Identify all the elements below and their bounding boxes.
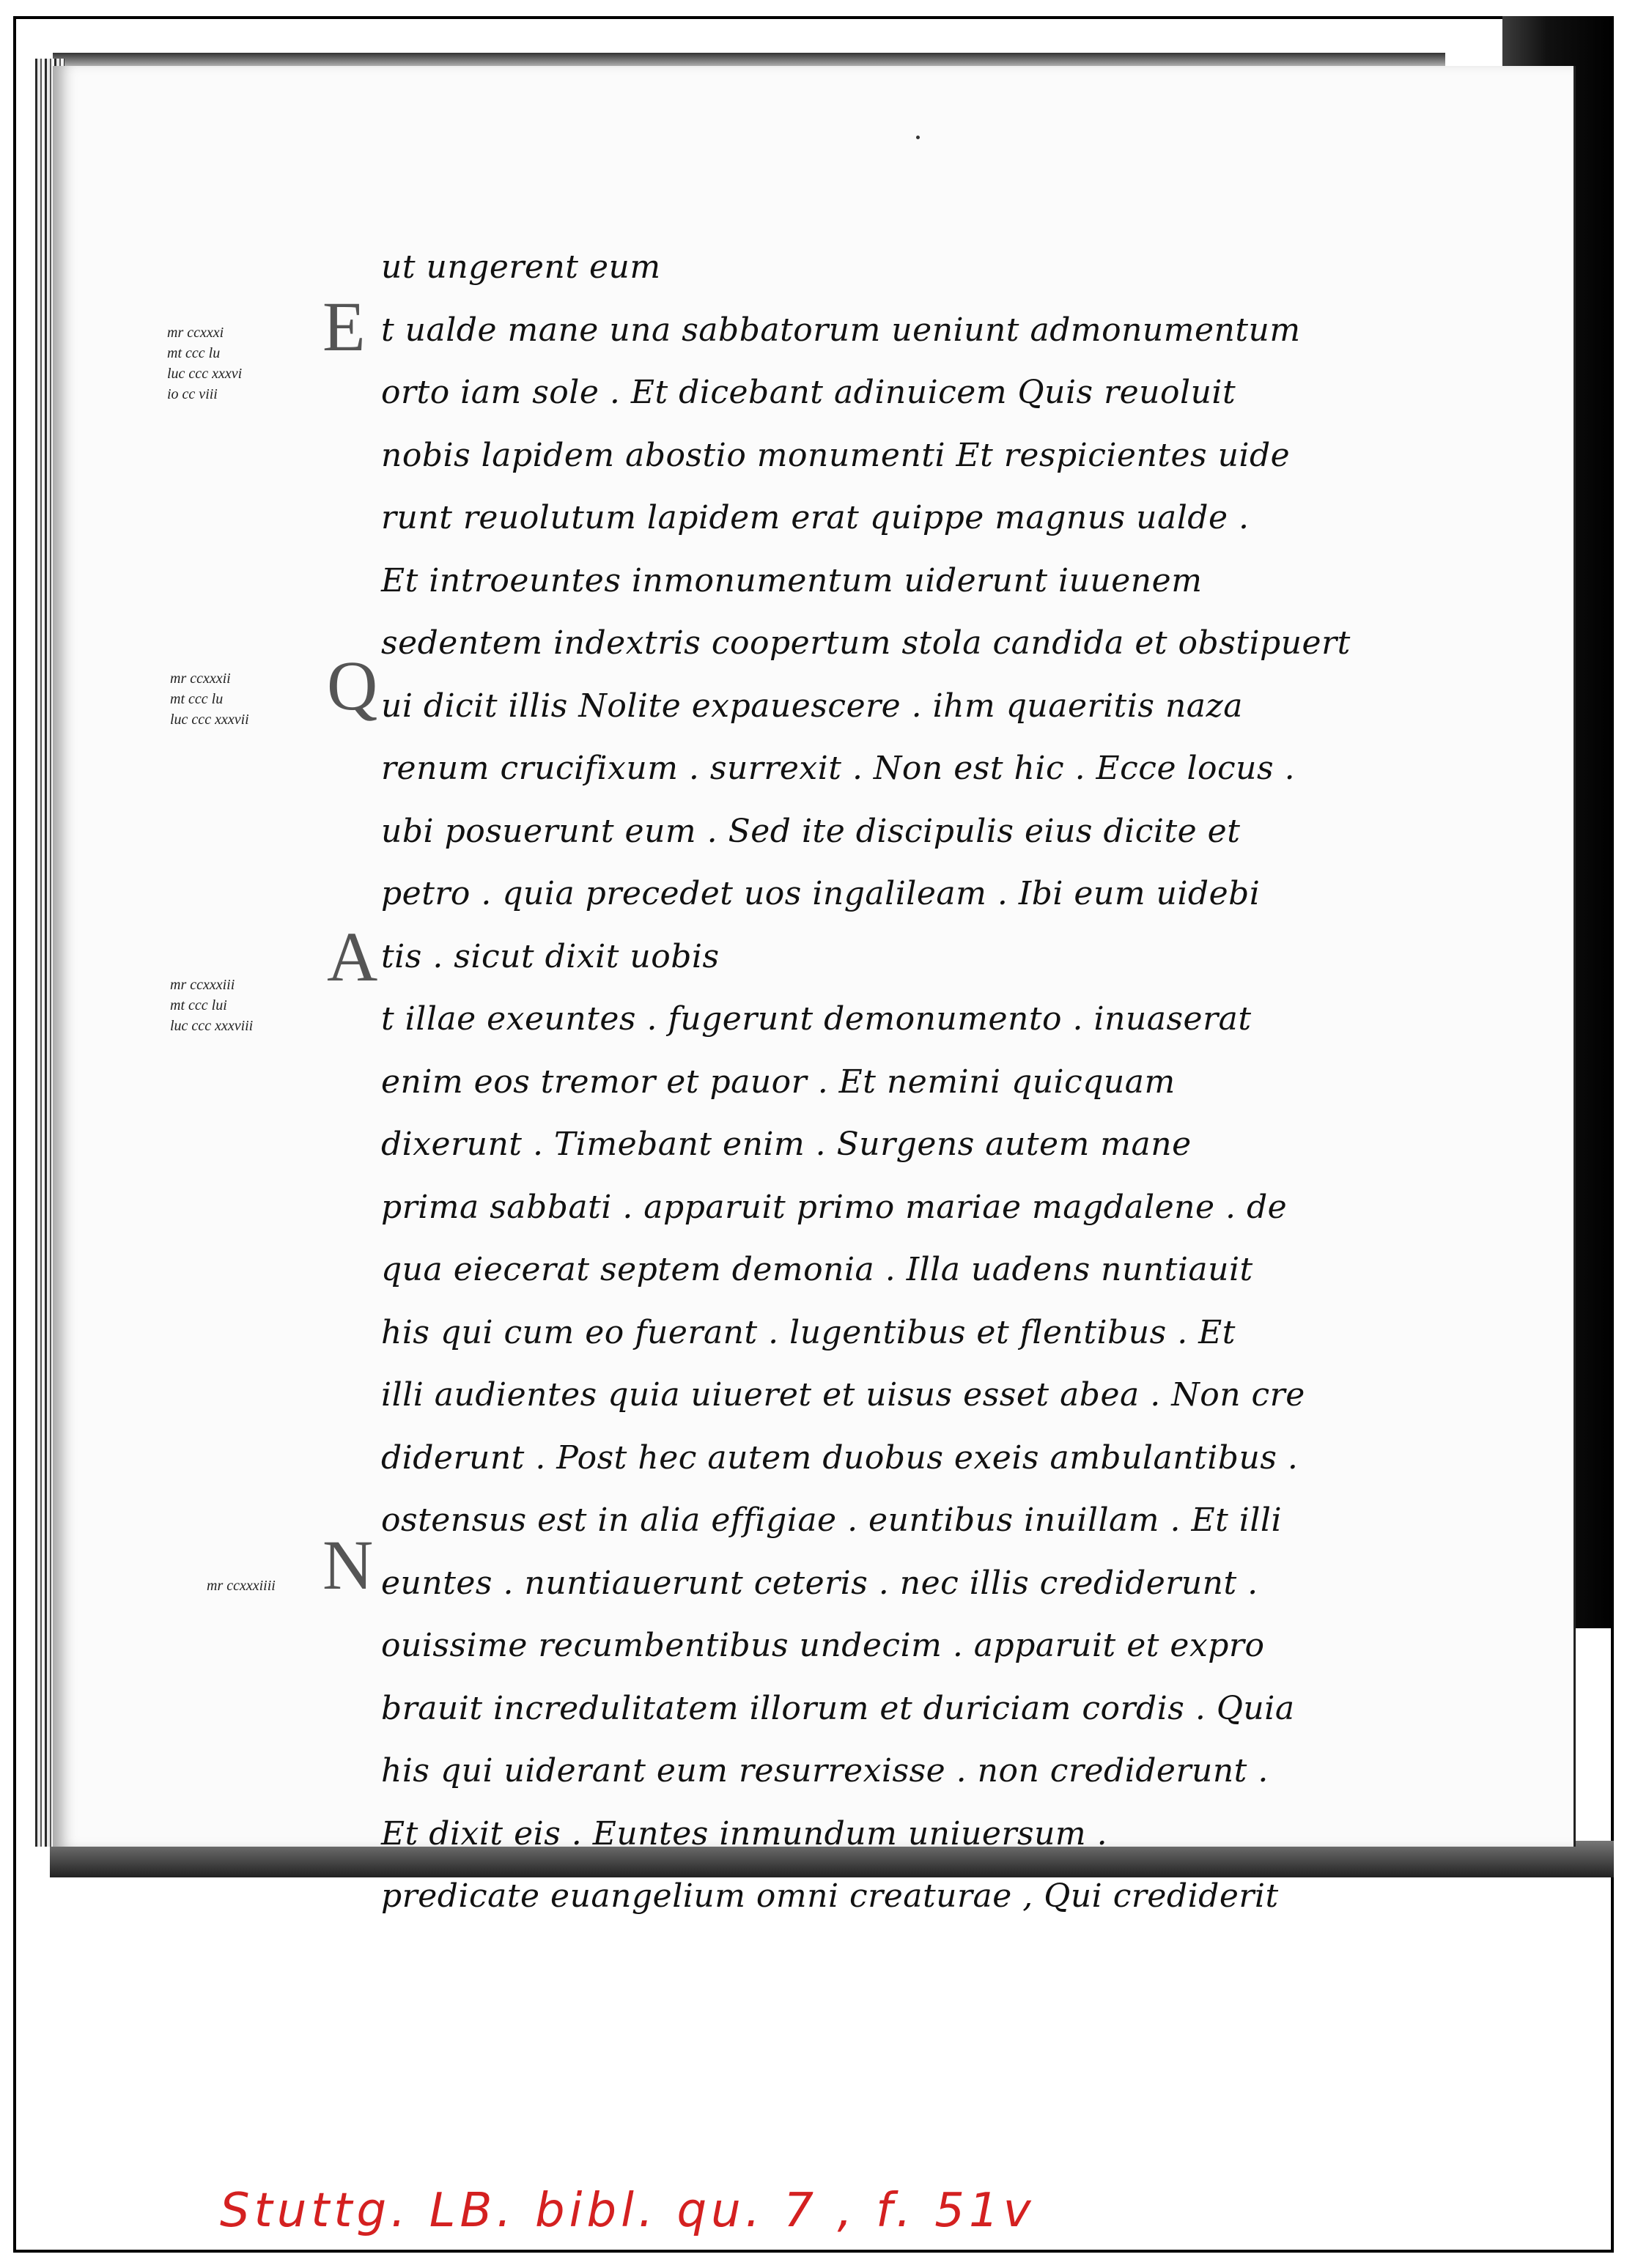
text-line: dixerunt . Timebant enim . Surgens autem mane — [381, 1126, 1192, 1163]
text-line: orto iam sole . Et dicebant adinuicem Quis reuoluit — [381, 374, 1236, 411]
text-line: Et dixit eis . Euntes inmundum uniuersum . — [381, 1814, 1108, 1853]
text-line: ui dicit illis Nolite expauescere . ihm quaeritis naza — [381, 687, 1243, 725]
text-line: illi audientes quia uiueret et uisus esset abea . Non cre — [381, 1376, 1305, 1414]
text-line: enim eos tremor et pauor . Et nemini quicquam — [381, 1063, 1176, 1101]
marginal-canon-4: mr ccxxxiiii — [207, 1578, 276, 1594]
marginal-canon-3: mr ccxxxiii mt ccc lui luc ccc xxxviii — [170, 977, 254, 1034]
text-line: t illae exeuntes . fugerunt demonumento . inuaserat — [381, 1000, 1252, 1038]
text-line: runt reuolutum lapidem erat quippe magnus ualde . — [381, 499, 1250, 536]
text-line: his qui cum eo fuerant . lugentibus et flentibus . Et — [381, 1313, 1236, 1351]
text-line: qua eiecerat septem demonia . Illa uadens nuntiauit — [381, 1251, 1253, 1288]
ink-speck — [916, 136, 920, 139]
initial-a: A — [327, 917, 378, 996]
text-line: diderunt . Post hec autem duobus exeis ambulantibus . — [381, 1438, 1299, 1477]
text-line: Et introeuntes inmonumentum uiderunt iuuenem — [381, 561, 1203, 599]
text-line: prima sabbati . apparuit primo mariae magdalene . de — [381, 1188, 1288, 1226]
text-line: petro . quia precedet uos ingalileam . Ibi eum uidebi — [381, 875, 1261, 912]
initial-q: Q — [327, 646, 378, 725]
marginal-canon-1: mr ccxxxi mt ccc lu luc ccc xxxvi io cc viii — [167, 325, 243, 402]
marginal-canon-2: mr ccxxxii mt ccc lu luc ccc xxxvii — [170, 671, 249, 728]
text-line: ouissime recumbentibus undecim . apparuit et expro — [381, 1627, 1265, 1664]
text-line: tis . sicut dixit uobis — [381, 937, 720, 975]
text-line: renum crucifixum . surrexit . Non est hic . Ecce locus . — [381, 750, 1296, 787]
initial-n: N — [322, 1526, 374, 1604]
text-line: ut ungerent eum — [381, 248, 661, 286]
text-line: nobis lapidem abostio monumenti Et respicientes uide — [381, 436, 1291, 474]
text-line: euntes . nuntiauerunt ceteris . nec illis crediderunt . — [381, 1564, 1258, 1602]
text-line: brauit incredulitatem illorum et duriciam cordis . Quia — [381, 1689, 1295, 1727]
text-line: predicate euangelium omni creaturae , Qui crediderit — [381, 1877, 1279, 1915]
text-line: ubi posuerunt eum . Sed ite discipulis eius dicite et — [381, 812, 1241, 850]
manuscript-text — [381, 236, 1451, 1928]
page-top-edge — [53, 53, 1445, 67]
text-line: sedentem indextris coopertum stola candida et obstipuert — [381, 624, 1351, 662]
shelfmark-label: Stuttg. LB. bibl. qu. 7 , f. 51v — [220, 2184, 1036, 2238]
text-line: his qui uiderant eum resurrexisse . non crediderunt . — [381, 1752, 1269, 1789]
text-line: t ualde mane una sabbatorum ueniunt admonumentum — [381, 311, 1301, 349]
initial-e: E — [322, 287, 366, 366]
text-line: ostensus est in alia effigiae . euntibus inuillam . Et illi — [381, 1501, 1283, 1539]
